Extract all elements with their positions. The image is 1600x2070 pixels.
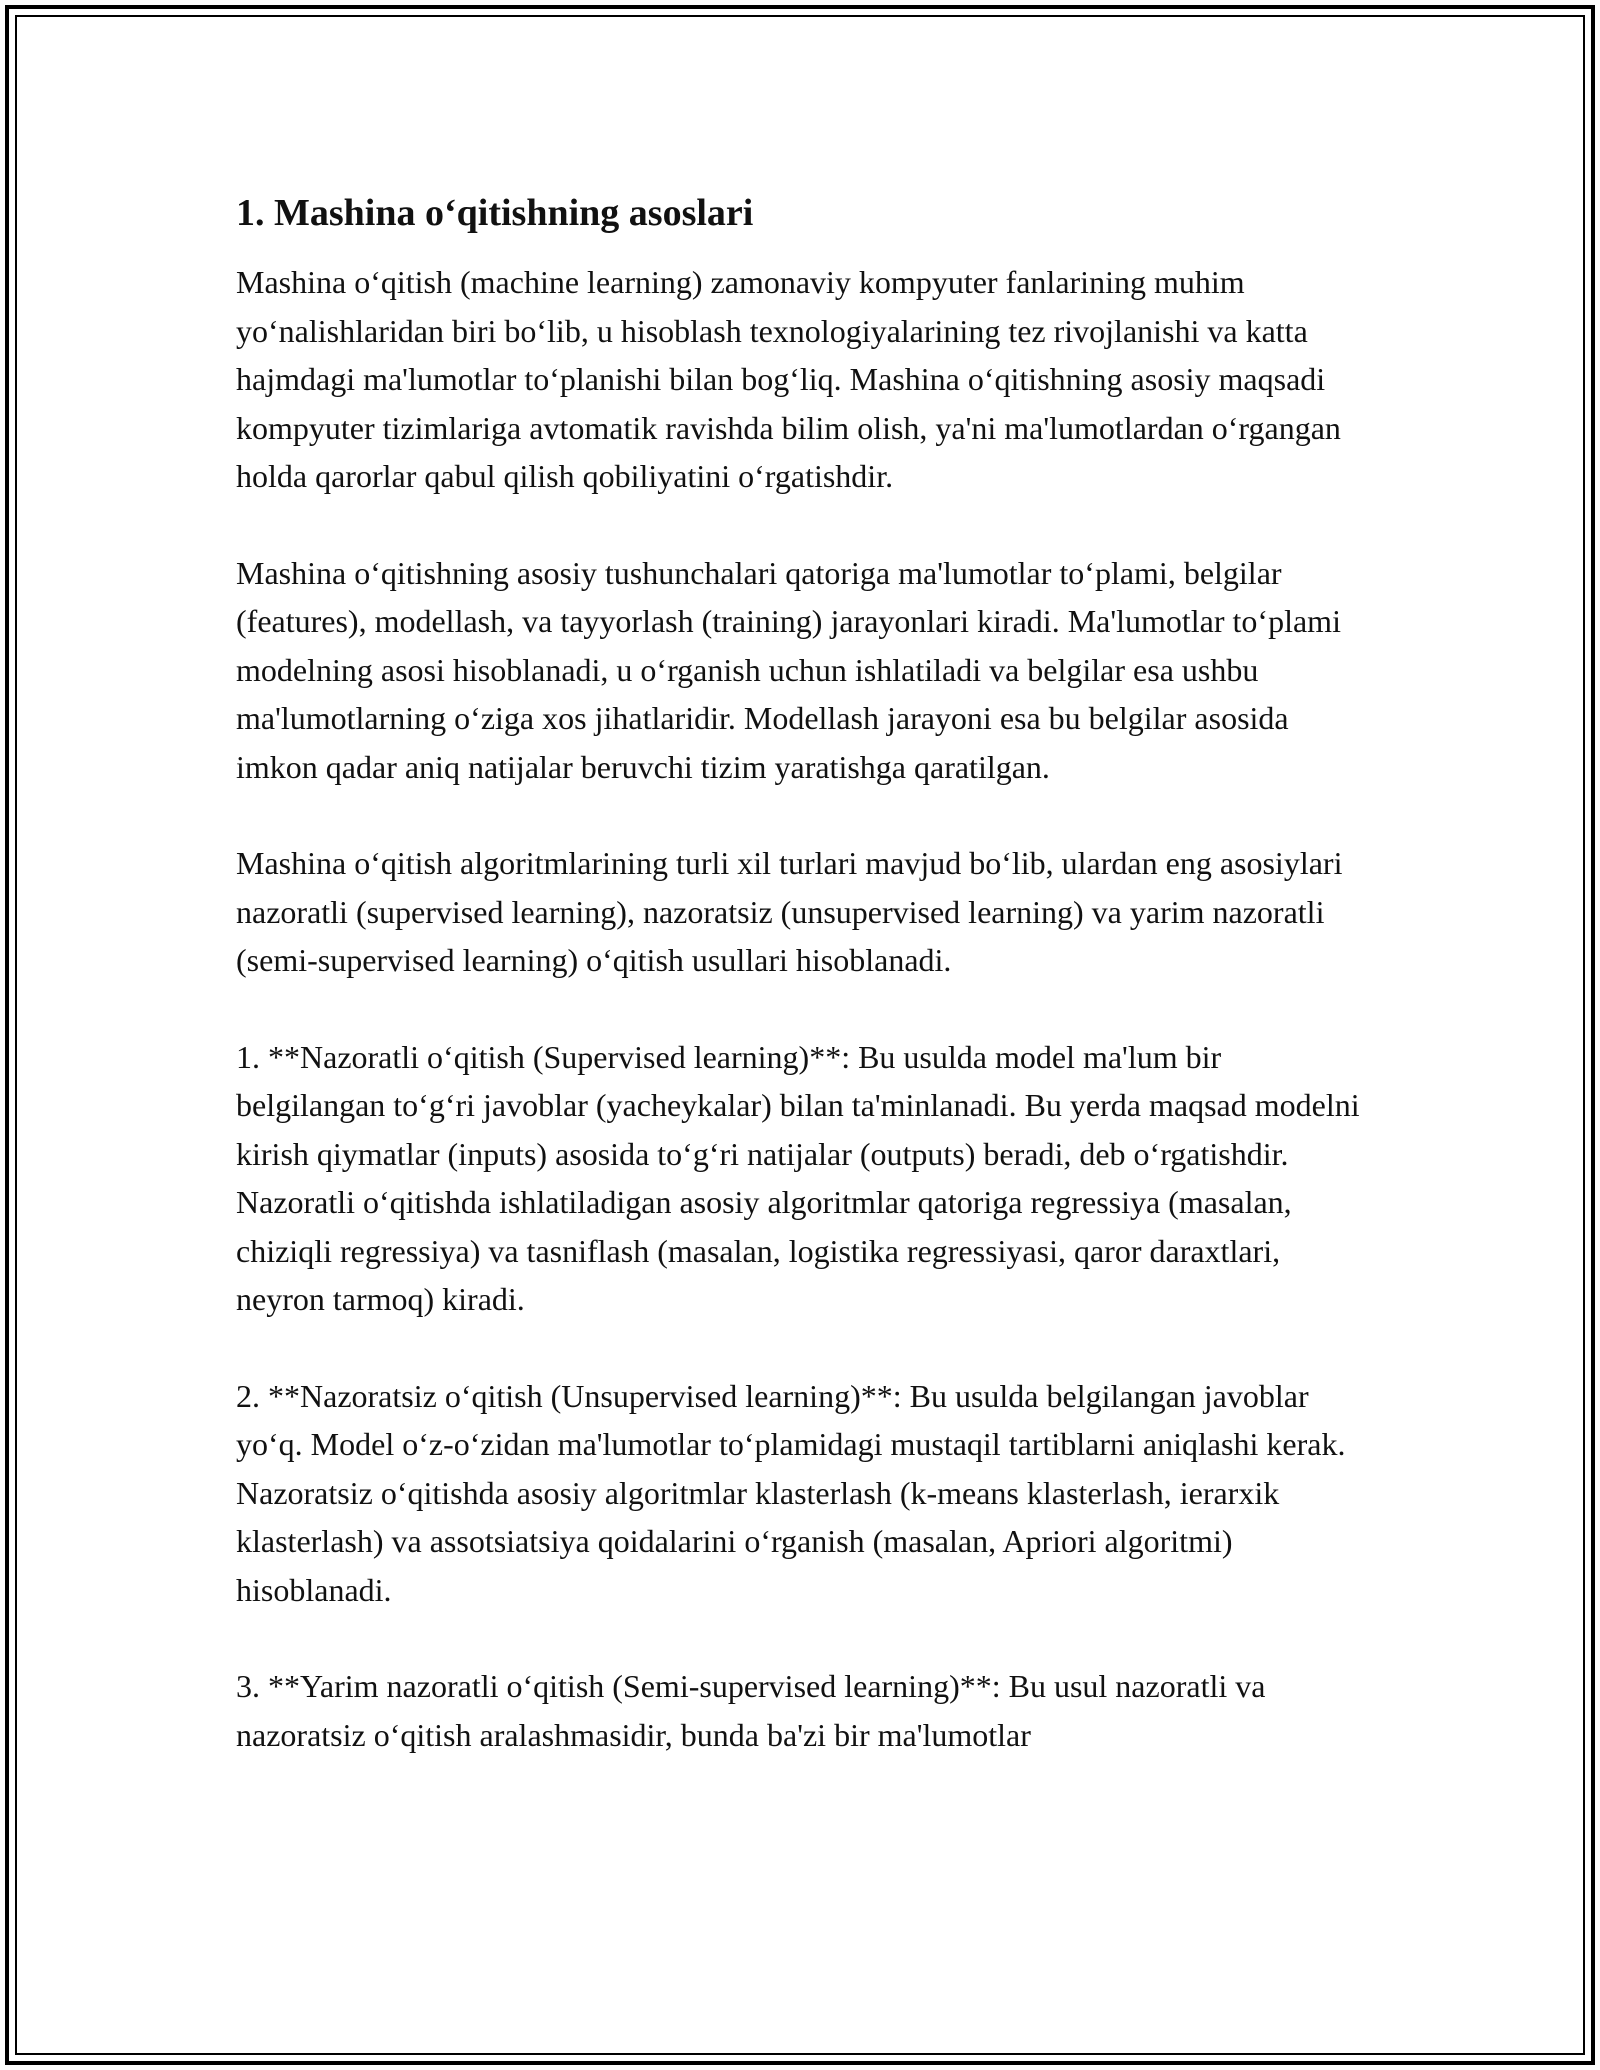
paragraph-semi-supervised: 3. **Yarim nazoratli o‘qitish (Semi-supervised learning)**: Bu usul nazoratli va nazoratsiz o‘qitish aralashmasidir, bunda ba'zi bir ma'lumotlar — [236, 1668, 1266, 1753]
paragraph-unsupervised: 2. **Nazoratsiz o‘qitish (Unsupervised learning)**: Bu usulda belgilangan javoblar yo‘q. Model o‘z-o‘zidan ma'lumotlar to‘plamidagi mustaqil tartiblarni aniqlashi kerak. Nazoratsiz o‘qitishda asosiy algoritmlar klasterlash (k-means klasterlash, ierarxik klasterlash) va assotsiatsiya qoidalarini o‘rganish (masalan, Apriori algoritmi) hisoblanadi. — [236, 1377, 1346, 1608]
section-heading: 1. Mashina o‘qitishning asoslari — [236, 192, 754, 234]
paragraph-intro: Mashina o‘qitish (machine learning) zamonaviy kompyuter fanlarining muhim yo‘nalishlaridan biri bo‘lib, u hisoblash texnologiyalarining tez rivojlanishi va katta hajmdagi ma'lumotlar to‘planishi bilan bog‘liq. Mashina o‘qitishning asosiy maqsadi kompyuter tizimlariga avtomatik ravishda bilim olish, ya'ni ma'lumotlardan o‘rgangan holda qarorlar qabul qilish qobiliyatini o‘rgatishdir. — [236, 264, 1341, 494]
paragraph-supervised: 1. **Nazoratli o‘qitish (Supervised learning)**: Bu usulda model ma'lum bir belgilangan to‘g‘ri javoblar (yacheykalar) bilan ta'minlanadi. Bu yerda maqsad modelni kirish qiymatlar (inputs) asosida to‘g‘ri natijalar (outputs) beradi, deb o‘rgatishdir. Nazoratli o‘qitishda ishlatiladigan asosiy algoritmlar qatoriga regressiya (masalan, chiziqli regressiya) va tasniflash (masalan, logistika regressiyasi, qaror daraxtlari, neyron tarmoq) kiradi. — [236, 1038, 1360, 1317]
paragraph-algorithm-types: Mashina o‘qitish algoritmlarining turli xil turlari mavjud bo‘lib, ulardan eng asosiylari nazoratli (supervised learning), nazoratsiz (unsupervised learning) va yarim nazoratli (semi-supervised learning) o‘qitish usullari hisoblanadi. — [236, 845, 1343, 978]
document-body — [236, 188, 1376, 1759]
paragraph-concepts: Mashina o‘qitishning asosiy tushunchalari qatoriga ma'lumotlar to‘plami, belgilar (features), modellash, va tayyorlash (training) jarayonlari kiradi. Ma'lumotlar to‘plami modelning asosi hisoblanadi, u o‘rganish uchun ishlatiladi va belgilar esa ushbu ma'lumotlarning o‘ziga xos jihatlaridir. Modellash jarayoni esa bu belgilar asosida imkon qadar aniq natijalar beruvchi tizim yaratishga qaratilgan. — [236, 554, 1341, 785]
